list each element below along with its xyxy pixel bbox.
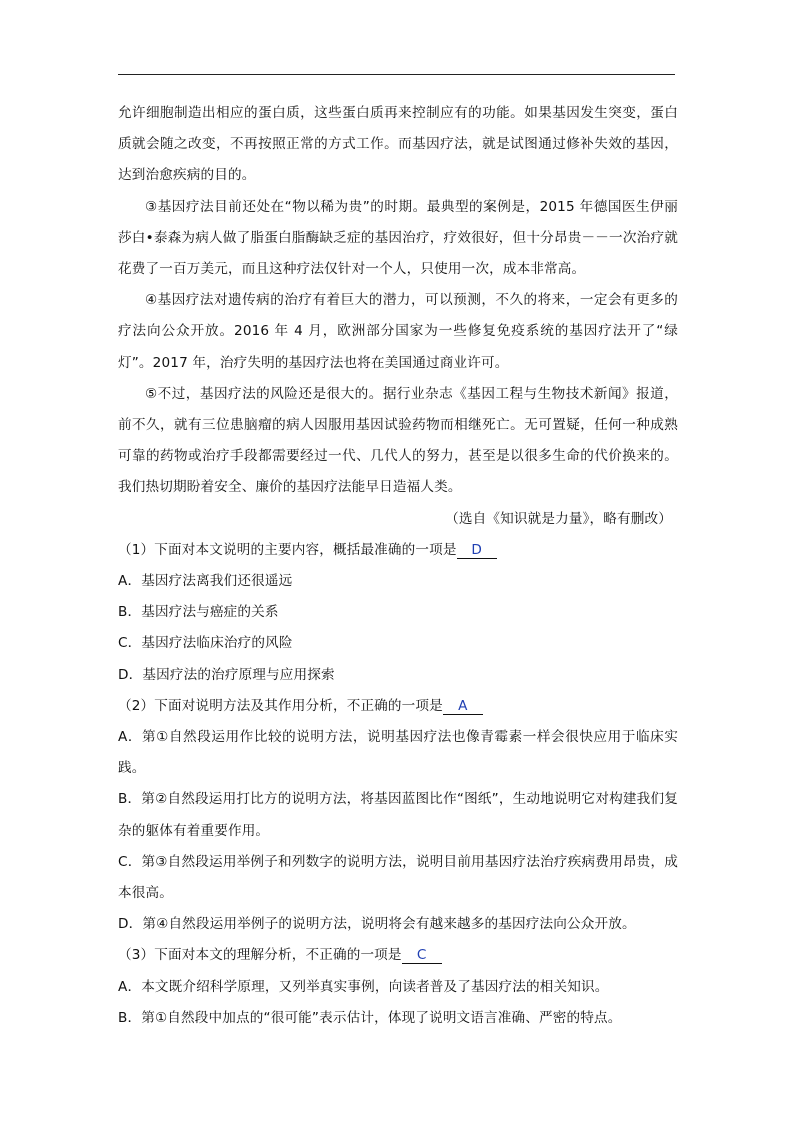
option: C．基因疗法临床治疗的风险 xyxy=(118,635,293,652)
article-paragraph: 允许细胞制造出相应的蛋白质，这些蛋白质再来控制应有的功能。如果基因发生突变，蛋白质就会随之改变，不再按照正常的方式工作。而基因疗法，就是试图通过修补失效的基因，达到治愈疾病的目的。 xyxy=(118,105,678,184)
article-paragraph-3: ③基因疗法目前还处在“物以稀为贵”的时期。最典型的案例是，2015 年德国医生伊丽莎白•泰森为病人做了脂蛋白脂酶缺乏症的基因治疗，疗效很好，但十分昂贵－－一次治疗就花费了一百万美元，而且这种疗法仅针对一个人，只使用一次，成本非常高。 xyxy=(118,198,678,278)
option: A．基因疗法离我们还很遥远 xyxy=(118,573,293,590)
question-stem-text: （3）下面对本文的理解分析，不正确的一项是 xyxy=(118,947,402,964)
question-stem-text: （1）下面对本文说明的主要内容，概括最准确的一项是 xyxy=(118,541,457,558)
option: B．基因疗法与癌症的关系 xyxy=(118,604,279,621)
question-stem xyxy=(118,691,678,722)
answer-blank: D xyxy=(457,543,497,559)
header-rule xyxy=(118,74,675,75)
option: A．本文既介绍科学原理，又列举真实事例，向读者普及了基因疗法的相关知识。 xyxy=(118,978,609,995)
question-1 xyxy=(118,535,678,691)
article-source: （选自《知识就是力量》，略有删改） xyxy=(445,510,672,527)
question-stem xyxy=(118,535,678,566)
option: B．第①自然段中加点的“很可能”表示估计，体现了说明文语言准确、严密的特点。 xyxy=(118,1009,622,1026)
option: A．第①自然段运用作比较的说明方法，说明基因疗法也像青霉素一样会很快应用于临床实践。 xyxy=(118,729,678,777)
answer-blank: A xyxy=(443,699,483,715)
option: D．第④自然段运用举例子的说明方法，说明将会有越来越多的基因疗法向公众开放。 xyxy=(118,916,636,933)
option: C．第③自然段运用举例子和列数字的说明方法，说明目前用基因疗法治疗疾病费用昂贵，成本很高。 xyxy=(118,853,678,902)
question-2 xyxy=(118,691,678,941)
answer-blank: C xyxy=(402,948,442,964)
document-body xyxy=(118,98,678,1034)
question-3 xyxy=(118,940,678,1034)
article-paragraph-5: ⑤不过，基因疗法的风险还是很大的。据行业杂志《基因工程与生物技术新闻》报道，前不久，就有三位患脑瘤的病人因服用基因试验药物而相继死亡。无可置疑，任何一种成熟可靠的药物或治疗手段都需要经过一代、几代人的努力，甚至是以很多生命的代价换来的。我们热切期盼着安全、廉价的基因疗法能早日造福人类。 xyxy=(118,385,678,496)
question-stem-text: （2）下面对说明方法及其作用分析，不正确的一项是 xyxy=(118,697,443,714)
article-paragraph-4: ④基因疗法对遗传病的治疗有着巨大的潜力，可以预测，不久的将来，一定会有更多的疗法向公众开放。2016 年 4 月，欧洲部分国家为一些修复免疫系统的基因疗法开了“绿灯”。2017 年，治疗失明的基因疗法也将在美国通过商业许可。 xyxy=(118,292,678,371)
option: D．基因疗法的治疗原理与应用探索 xyxy=(118,666,335,683)
option: B．第②自然段运用打比方的说明方法，将基因蓝图比作“图纸”，生动地说明它对构建我们复杂的躯体有着重要作用。 xyxy=(118,791,678,839)
question-stem xyxy=(118,940,678,971)
